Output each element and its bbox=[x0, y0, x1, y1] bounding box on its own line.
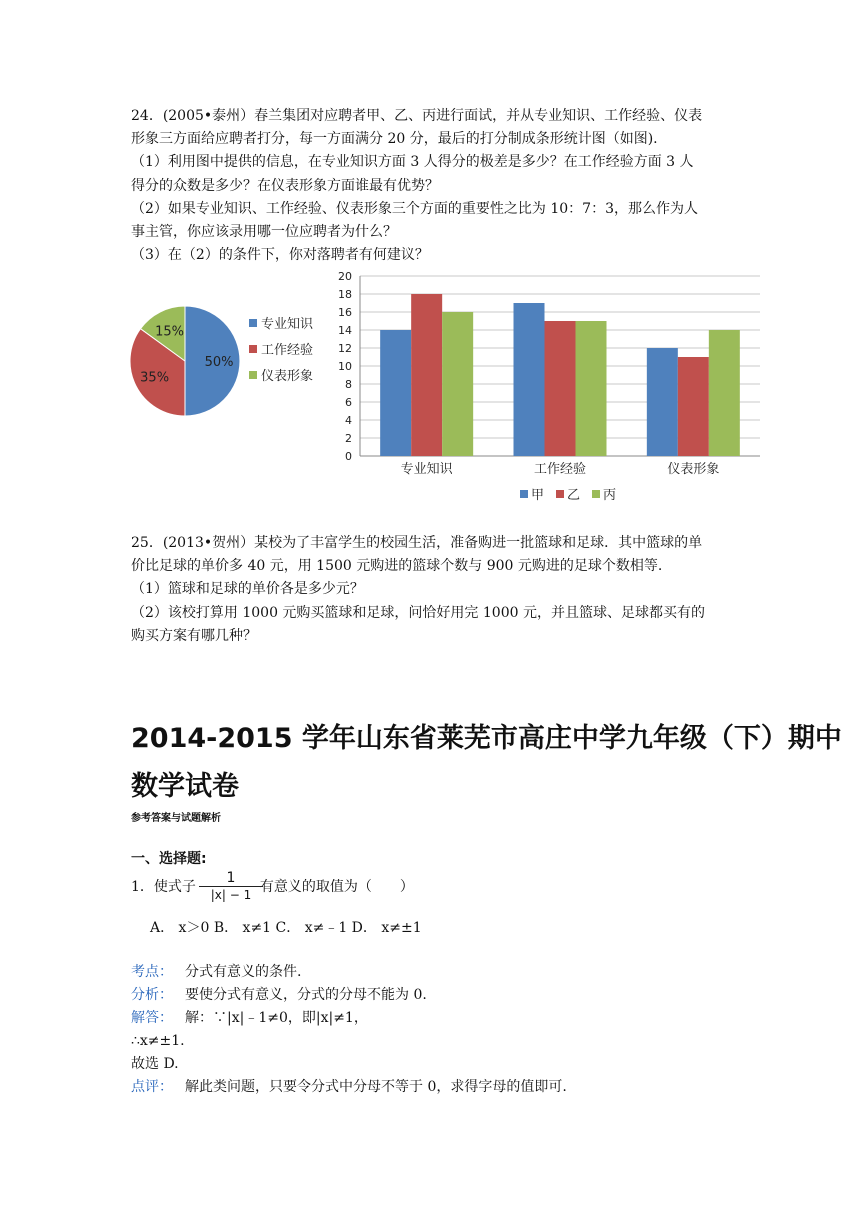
q24-line: 形象三方面给应聘者打分，每一方面满分 20 分，最后的打分制成条形统计图（如图). bbox=[131, 131, 658, 148]
section-heading: 一、选择题: bbox=[131, 851, 207, 867]
kaodian-text: 分式有意义的条件. bbox=[185, 964, 302, 980]
pie-legend-label: 专业知识 bbox=[261, 317, 314, 332]
q1-step3: 故选 D. bbox=[131, 1056, 179, 1072]
q25-line: 25．(2013•贺州）某校为了丰富学生的校园生活，准备购进一批篮球和足球．其中篮球的单 bbox=[131, 535, 703, 551]
bar bbox=[678, 357, 709, 456]
pie-slice-label: 50% bbox=[204, 355, 234, 370]
q1-jieda bbox=[131, 1008, 368, 1028]
q25-line: 价比足球的单价多 40 元，用 1500 元购进的篮球个数与 900 元购进的足球个数相等. bbox=[131, 558, 663, 575]
exam-title-line1: 2014-2015 学年山东省莱芜市高庄中学九年级（下）期中 bbox=[131, 723, 842, 754]
q24-line: 24．(2005•泰州）春兰集团对应聘者甲、乙、丙进行面试，并从专业知识、工作经验、仪表 bbox=[131, 108, 703, 124]
fenxi-text: 要使分式有意义，分式的分母不能为 0. bbox=[185, 987, 427, 1003]
q1-kaodian bbox=[131, 962, 301, 982]
bar bbox=[380, 330, 411, 456]
q24-line: （3）在（2）的条件下，你对落聘者有何建议？ bbox=[131, 247, 429, 264]
dianping-text: 解此类问题，只要令分式中分母不等于 0，求得字母的值即可. bbox=[185, 1079, 567, 1095]
q24-line: （2）如果专业知识、工作经验、仪表形象三个方面的重要性之比为 10：7：3，那么作为人 bbox=[131, 200, 698, 217]
bar-legend-label: 乙 bbox=[567, 488, 581, 503]
bar-legend-swatch bbox=[592, 490, 600, 498]
q24-line: （1）利用图中提供的信息，在专业知识方面 3 人得分的极差是多少？在工作经验方面 3 人 bbox=[131, 154, 694, 171]
q1-numerator: 1 bbox=[226, 870, 236, 886]
x-tick-label: 专业知识 bbox=[400, 462, 453, 477]
q25-line: （2）该校打算用 1000 元购买篮球和足球，问恰好用完 1000 元，并且篮球、足球都买有的 bbox=[131, 604, 705, 621]
bar bbox=[411, 294, 442, 456]
pie-legend-swatch bbox=[249, 371, 257, 379]
q1-suffix: 有意义的取值为（ ） bbox=[259, 879, 414, 895]
bar-chart bbox=[325, 264, 775, 509]
y-tick-label: 10 bbox=[338, 360, 352, 373]
q24-line: 得分的众数是多少？在仪表形象方面谁最有优势？ bbox=[131, 177, 439, 194]
y-tick-label: 12 bbox=[338, 342, 352, 355]
q25-line: 购买方案有哪几种？ bbox=[131, 627, 257, 644]
y-tick-label: 0 bbox=[345, 450, 352, 463]
dianping-label: 点评： bbox=[131, 1079, 173, 1095]
pie-legend-swatch bbox=[249, 345, 257, 353]
pie-legend-label: 仪表形象 bbox=[261, 369, 314, 384]
bar-legend-swatch bbox=[556, 490, 564, 498]
q1-denominator: |x| − 1 bbox=[199, 886, 263, 903]
pie-chart bbox=[120, 296, 330, 426]
y-tick-label: 4 bbox=[345, 414, 352, 427]
pie-legend-label: 工作经验 bbox=[261, 343, 314, 358]
pie-legend-swatch bbox=[249, 319, 257, 327]
q1-step2: ∴x≠±1. bbox=[131, 1033, 185, 1049]
q1-dianping bbox=[131, 1077, 567, 1097]
bar-legend-label: 丙 bbox=[603, 488, 617, 503]
pie-slice-label: 35% bbox=[140, 370, 170, 386]
bar bbox=[442, 312, 473, 456]
x-tick-label: 工作经验 bbox=[533, 462, 587, 477]
q1-prefix: 1．使式子 bbox=[131, 879, 196, 895]
bar bbox=[545, 321, 576, 456]
bar-legend-swatch bbox=[520, 490, 528, 498]
exam-title-line2: 数学试卷 bbox=[131, 771, 239, 802]
jieda-label: 解答： bbox=[131, 1010, 173, 1026]
fenxi-label: 分析： bbox=[131, 987, 173, 1003]
bar bbox=[514, 303, 545, 456]
x-tick-label: 仪表形象 bbox=[667, 462, 720, 477]
y-tick-label: 16 bbox=[338, 306, 352, 319]
q1-fenxi bbox=[131, 985, 427, 1005]
bar bbox=[576, 321, 607, 456]
bar bbox=[647, 348, 678, 456]
bar bbox=[709, 330, 740, 456]
y-tick-label: 6 bbox=[345, 396, 352, 409]
y-tick-label: 20 bbox=[338, 270, 352, 283]
answer-subtitle: 参考答案与试题解析 bbox=[131, 813, 221, 824]
y-tick-label: 8 bbox=[345, 378, 352, 391]
q25-line: （1）篮球和足球的单价各是多少元？ bbox=[131, 581, 364, 598]
jieda-text: 解：∵|x|﹣1≠0，即|x|≠1， bbox=[185, 1010, 368, 1026]
q24-line: 事主管，你应该录用哪一位应聘者为什么？ bbox=[131, 224, 397, 240]
bar-legend-label: 甲 bbox=[531, 488, 545, 503]
y-tick-label: 14 bbox=[338, 324, 352, 337]
y-tick-label: 18 bbox=[338, 288, 352, 301]
q1-fraction bbox=[199, 870, 263, 903]
q1-stem bbox=[131, 877, 414, 897]
y-tick-label: 2 bbox=[345, 432, 352, 445]
pie-slice-label: 15% bbox=[155, 324, 184, 340]
q1-options: A． x＞0 B． x≠1 C． x≠﹣1 D． x≠±1 bbox=[150, 920, 422, 936]
kaodian-label: 考点： bbox=[131, 964, 173, 980]
